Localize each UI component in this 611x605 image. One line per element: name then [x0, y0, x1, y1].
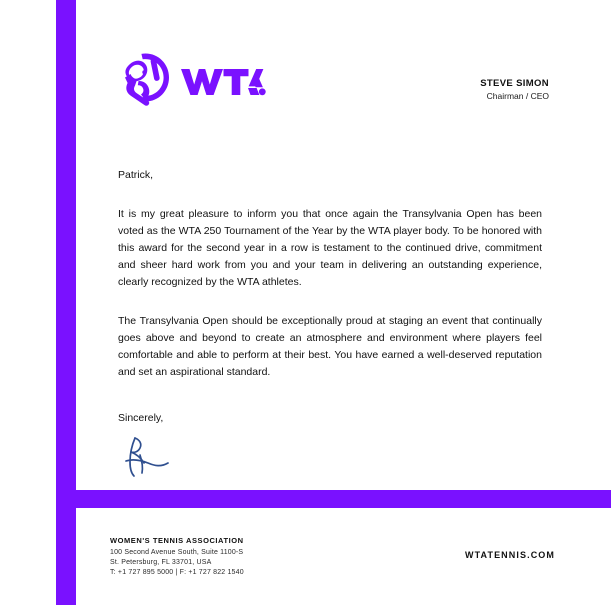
- footer-address-line-1: 100 Second Avenue South, Suite 1100-S: [110, 548, 244, 556]
- wta-logo: [114, 52, 266, 115]
- closing: Sincerely,: [118, 411, 164, 424]
- letter-body: [118, 168, 542, 486]
- sender-contact-block: [480, 78, 549, 102]
- footer-contact-line: T: +1 727 895 5000 | F: +1 727 822 1540: [110, 568, 244, 576]
- letterhead-footer: [110, 536, 611, 586]
- footer-address-block: [110, 536, 244, 577]
- letter-paragraph-2: The Transylvania Open should be exceptionally proud at staging an event that continually goes above and beyond to create an atmosphere and environment where players feel comfortable and able to perform at their best. You have earned a well-deserved reputation and set an aspirational standard.: [118, 314, 542, 378]
- letterhead-header: [76, 46, 611, 118]
- salutation: Patrick,: [118, 169, 154, 181]
- wta-circular-emblem-icon: [114, 52, 176, 115]
- accent-bar-left: [56, 0, 76, 605]
- footer-website[interactable]: WTATENNIS.COM: [465, 550, 555, 560]
- signature: [122, 435, 542, 486]
- footer-organization: WOMEN'S TENNIS ASSOCIATION: [110, 536, 244, 545]
- accent-bar-footer: [56, 490, 611, 508]
- footer-address-line-2: St. Petersburg, FL 33701, USA: [110, 558, 212, 566]
- letter-paragraph-1: It is my great pleasure to inform you that once again the Transylvania Open has been voted as the WTA 250 Tournament of the Year by the WTA player body. To be honored with this award for the second year in a row is testament to the continued drive, commitment and sheer hard work from you and your team in delivering an outstanding experience, clearly recognized by the WTA athletes.: [118, 207, 542, 288]
- sender-name: STEVE SIMON: [480, 78, 549, 89]
- sender-title: Chairman / CEO: [486, 90, 549, 101]
- wta-wordmark-icon: [180, 64, 266, 103]
